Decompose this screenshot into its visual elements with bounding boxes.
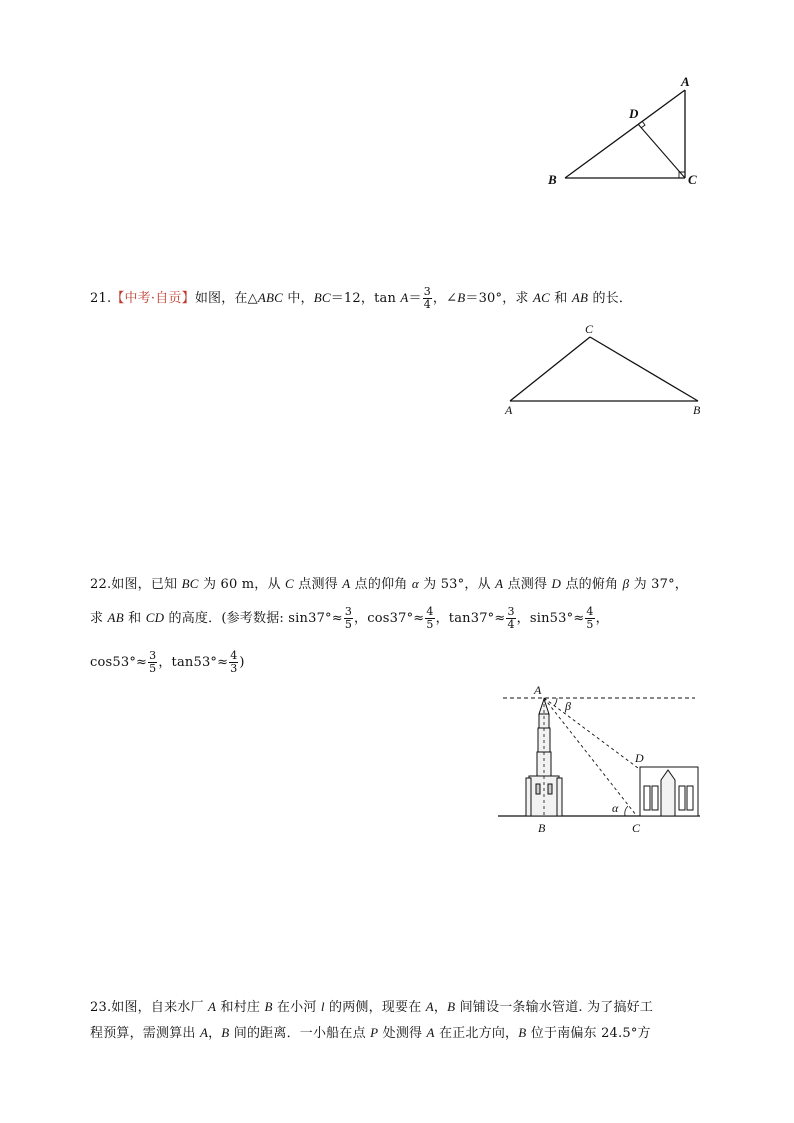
var-a: A: [426, 1025, 435, 1040]
question-22-line-1: [90, 574, 688, 595]
text-fragment: 在小河: [272, 1000, 321, 1015]
label-a: A: [534, 683, 542, 697]
fraction-numerator: 4: [586, 605, 594, 618]
fraction: [344, 606, 353, 631]
label-a: A: [681, 74, 690, 89]
text-fragment: ，cos37°≈: [354, 611, 425, 626]
sight-line-ad: [544, 698, 638, 768]
var-cd: CD: [145, 610, 165, 625]
var-abc: ABC: [257, 290, 283, 305]
text-fragment: 程预算，需测算出: [90, 1026, 200, 1041]
text-fragment: ，: [595, 611, 609, 626]
var-c: C: [285, 576, 294, 591]
text-fragment: ，sin53°≈: [516, 611, 585, 626]
var-p: P: [370, 1025, 379, 1040]
var-a: A: [425, 999, 434, 1014]
label-beta: β: [565, 699, 571, 713]
fraction: [506, 606, 515, 631]
fraction-numerator: 3: [507, 605, 515, 618]
text-fragment: 和: [549, 291, 572, 306]
text-fragment: ，tan37°≈: [435, 611, 506, 626]
text-fragment: 求: [90, 611, 108, 626]
text-fragment: 和: [123, 611, 146, 626]
fraction-numerator: 3: [149, 649, 157, 662]
text-fragment: 的长．: [588, 291, 633, 306]
fraction: [425, 606, 434, 631]
fraction-denominator: 4: [423, 298, 431, 311]
question-22-line-2: [90, 606, 609, 631]
fraction-numerator: 3: [423, 285, 431, 298]
text-fragment: ＝12，tan: [330, 291, 401, 306]
var-alpha: α: [411, 576, 419, 591]
segment-ab: [565, 90, 685, 178]
fraction-denominator: 5: [586, 618, 594, 631]
figure-q20-triangle: [530, 70, 730, 195]
text-fragment: 间铺设一条输水管道. 为了搞好工: [455, 1000, 654, 1015]
text-fragment: 如图，自来水厂: [111, 1000, 209, 1015]
fraction: [148, 650, 157, 675]
angle-alpha-arc: [625, 806, 628, 816]
var-a: A: [199, 1025, 209, 1040]
fraction: [585, 606, 594, 631]
fraction-numerator: 3: [344, 605, 353, 618]
label-a: A: [505, 403, 513, 417]
var-b: B: [518, 1025, 527, 1040]
label-b: B: [538, 821, 546, 835]
text-fragment: 点的仰角: [350, 577, 412, 592]
figure-q22-towers: [495, 682, 705, 837]
text-fragment: ，∠: [432, 291, 458, 306]
question-22-line-3: [90, 650, 245, 675]
fraction-denominator: 5: [149, 662, 157, 675]
text-fragment: ): [239, 655, 245, 670]
var-beta: β: [622, 576, 630, 591]
angle-beta-arc: [554, 698, 557, 706]
label-d: D: [629, 106, 639, 121]
text-fragment: 的两侧，现要在: [324, 1000, 426, 1015]
segment-bc: [590, 337, 698, 401]
fraction: [229, 650, 238, 675]
text-fragment: 和村庄: [216, 1000, 265, 1015]
var-bc: BC: [313, 290, 331, 305]
question-number: 22.: [90, 577, 112, 592]
var-b: B: [447, 999, 456, 1014]
text-fragment: 如图，已知: [111, 577, 182, 592]
label-c: C: [688, 172, 697, 187]
fraction-numerator: 4: [230, 649, 238, 662]
right-building: [640, 767, 698, 816]
fraction-denominator: 3: [230, 662, 238, 675]
text-fragment: 在正北方向，: [434, 1026, 519, 1041]
text-fragment: ，: [433, 1000, 448, 1015]
var-a: A: [400, 290, 409, 305]
question-23-line-1: [90, 997, 653, 1018]
var-l: l: [320, 999, 325, 1014]
text-fragment: 为 60 m，从: [198, 577, 286, 592]
fraction-denominator: 4: [507, 618, 515, 631]
label-c: C: [585, 322, 594, 336]
source-tag: 【中考·自贡】: [111, 291, 195, 306]
label-d: D: [635, 751, 644, 765]
label-c: C: [632, 821, 641, 835]
var-a: A: [342, 576, 351, 591]
text-fragment: 点测得: [293, 577, 343, 592]
text-fragment: ，: [208, 1026, 222, 1041]
label-b: B: [548, 172, 557, 187]
fraction-numerator: 4: [426, 605, 434, 618]
text-fragment: ，tan53°≈: [158, 655, 229, 670]
var-b: B: [457, 290, 466, 305]
var-a: A: [495, 576, 504, 591]
var-ab: AB: [571, 290, 589, 305]
text-fragment: 点的俯角: [561, 577, 623, 592]
fraction-denominator: 5: [344, 618, 353, 631]
segment-ac: [510, 337, 590, 401]
text-fragment: cos53°≈: [90, 655, 148, 670]
text-fragment: 间的距离．一小船在点: [229, 1026, 371, 1041]
fraction-denominator: 5: [426, 618, 434, 631]
text-fragment: 为 37°，: [629, 577, 688, 592]
var-d: D: [551, 576, 562, 591]
var-ac: AC: [532, 290, 550, 305]
var-a: A: [208, 999, 217, 1014]
segment-cd: [638, 124, 685, 178]
question-23-line-2: [90, 1023, 651, 1044]
fraction: [423, 286, 432, 311]
text-fragment: 处测得: [378, 1026, 427, 1041]
text-fragment: 中，: [282, 291, 314, 306]
label-alpha: α: [612, 801, 619, 815]
figure-q21-triangle: [495, 318, 720, 418]
var-ab: AB: [107, 610, 124, 625]
var-b: B: [264, 999, 273, 1014]
var-b: B: [221, 1025, 230, 1040]
text-fragment: 的高度．(参考数据: sin37°≈: [164, 611, 343, 626]
text-fragment: 如图，在△: [194, 291, 258, 306]
text-fragment: 位于南偏东 24.5°方: [526, 1026, 651, 1041]
text-fragment: ＝30°，求: [465, 291, 533, 306]
text-fragment: 点测得: [503, 577, 552, 592]
label-b: B: [693, 403, 701, 417]
question-number: 21.: [90, 291, 112, 306]
question-21-text: [90, 286, 632, 311]
text-fragment: ＝: [408, 291, 422, 306]
question-number: 23.: [90, 1000, 112, 1015]
text-fragment: 为 53°，从: [418, 577, 496, 592]
var-bc: BC: [181, 576, 199, 591]
